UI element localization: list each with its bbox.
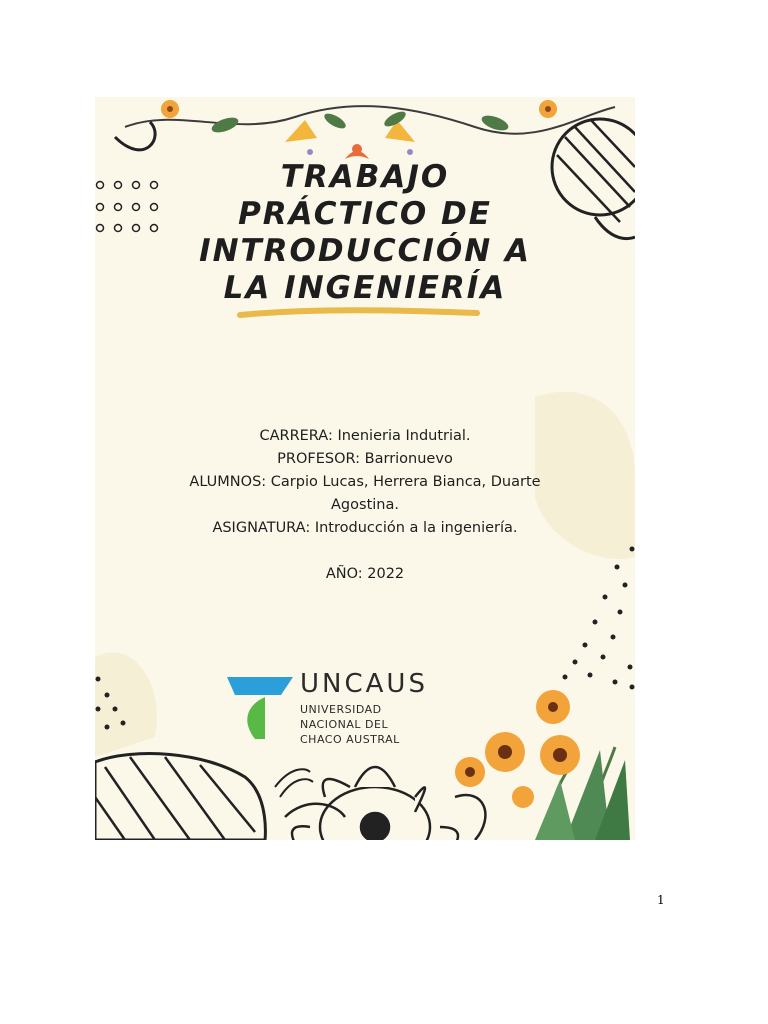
students-value: Carpio Lucas, Herrera Bianca, Duarte [270,474,541,490]
career-label: CARRERA: [259,428,333,444]
year-label: AÑO: [325,566,363,582]
students-value-continued: Agostina. [331,497,399,513]
title-line: LA INGENIERÍA [223,270,507,306]
logo-subtitle-line: CHACO AUSTRAL [300,733,400,746]
logo-subtitle-line: NACIONAL DEL [300,718,389,731]
uncaus-emblem-icon [225,669,295,739]
title-line: PRÁCTICO DE [238,196,492,232]
professor-value: Barrionuevo [364,451,453,467]
subject-label: ASIGNATURA: [212,520,311,536]
subject-value: Introducción a la ingeniería. [314,520,518,536]
career-row [95,425,635,448]
year-row [95,563,635,586]
logo-name: UNCAUS [300,669,428,699]
students-row-continued [95,494,635,517]
orange-flowers [455,617,630,840]
students-row [95,471,635,494]
cover-image [95,97,635,840]
career-value: Inenieria Indutrial. [337,428,471,444]
professor-row [95,448,635,471]
logo-subtitle-line: UNIVERSIDAD [300,703,382,716]
professor-label: PROFESOR: [277,451,361,467]
floral-garland [115,100,615,159]
cover-info [95,425,635,586]
year-value: 2022 [367,566,405,582]
line-art-flower [285,767,485,840]
title-line: INTRODUCCIÓN A [199,233,531,269]
logo-subtitle [300,702,400,747]
subject-row [95,517,635,540]
page-number: 1 [657,893,665,907]
cover-title [95,159,635,307]
students-label: ALUMNOS: [189,474,267,490]
title-underline [240,310,477,315]
yarn-ball-bottom-left [95,754,313,840]
title-line: TRABAJO [280,159,450,195]
university-logo [225,669,435,749]
